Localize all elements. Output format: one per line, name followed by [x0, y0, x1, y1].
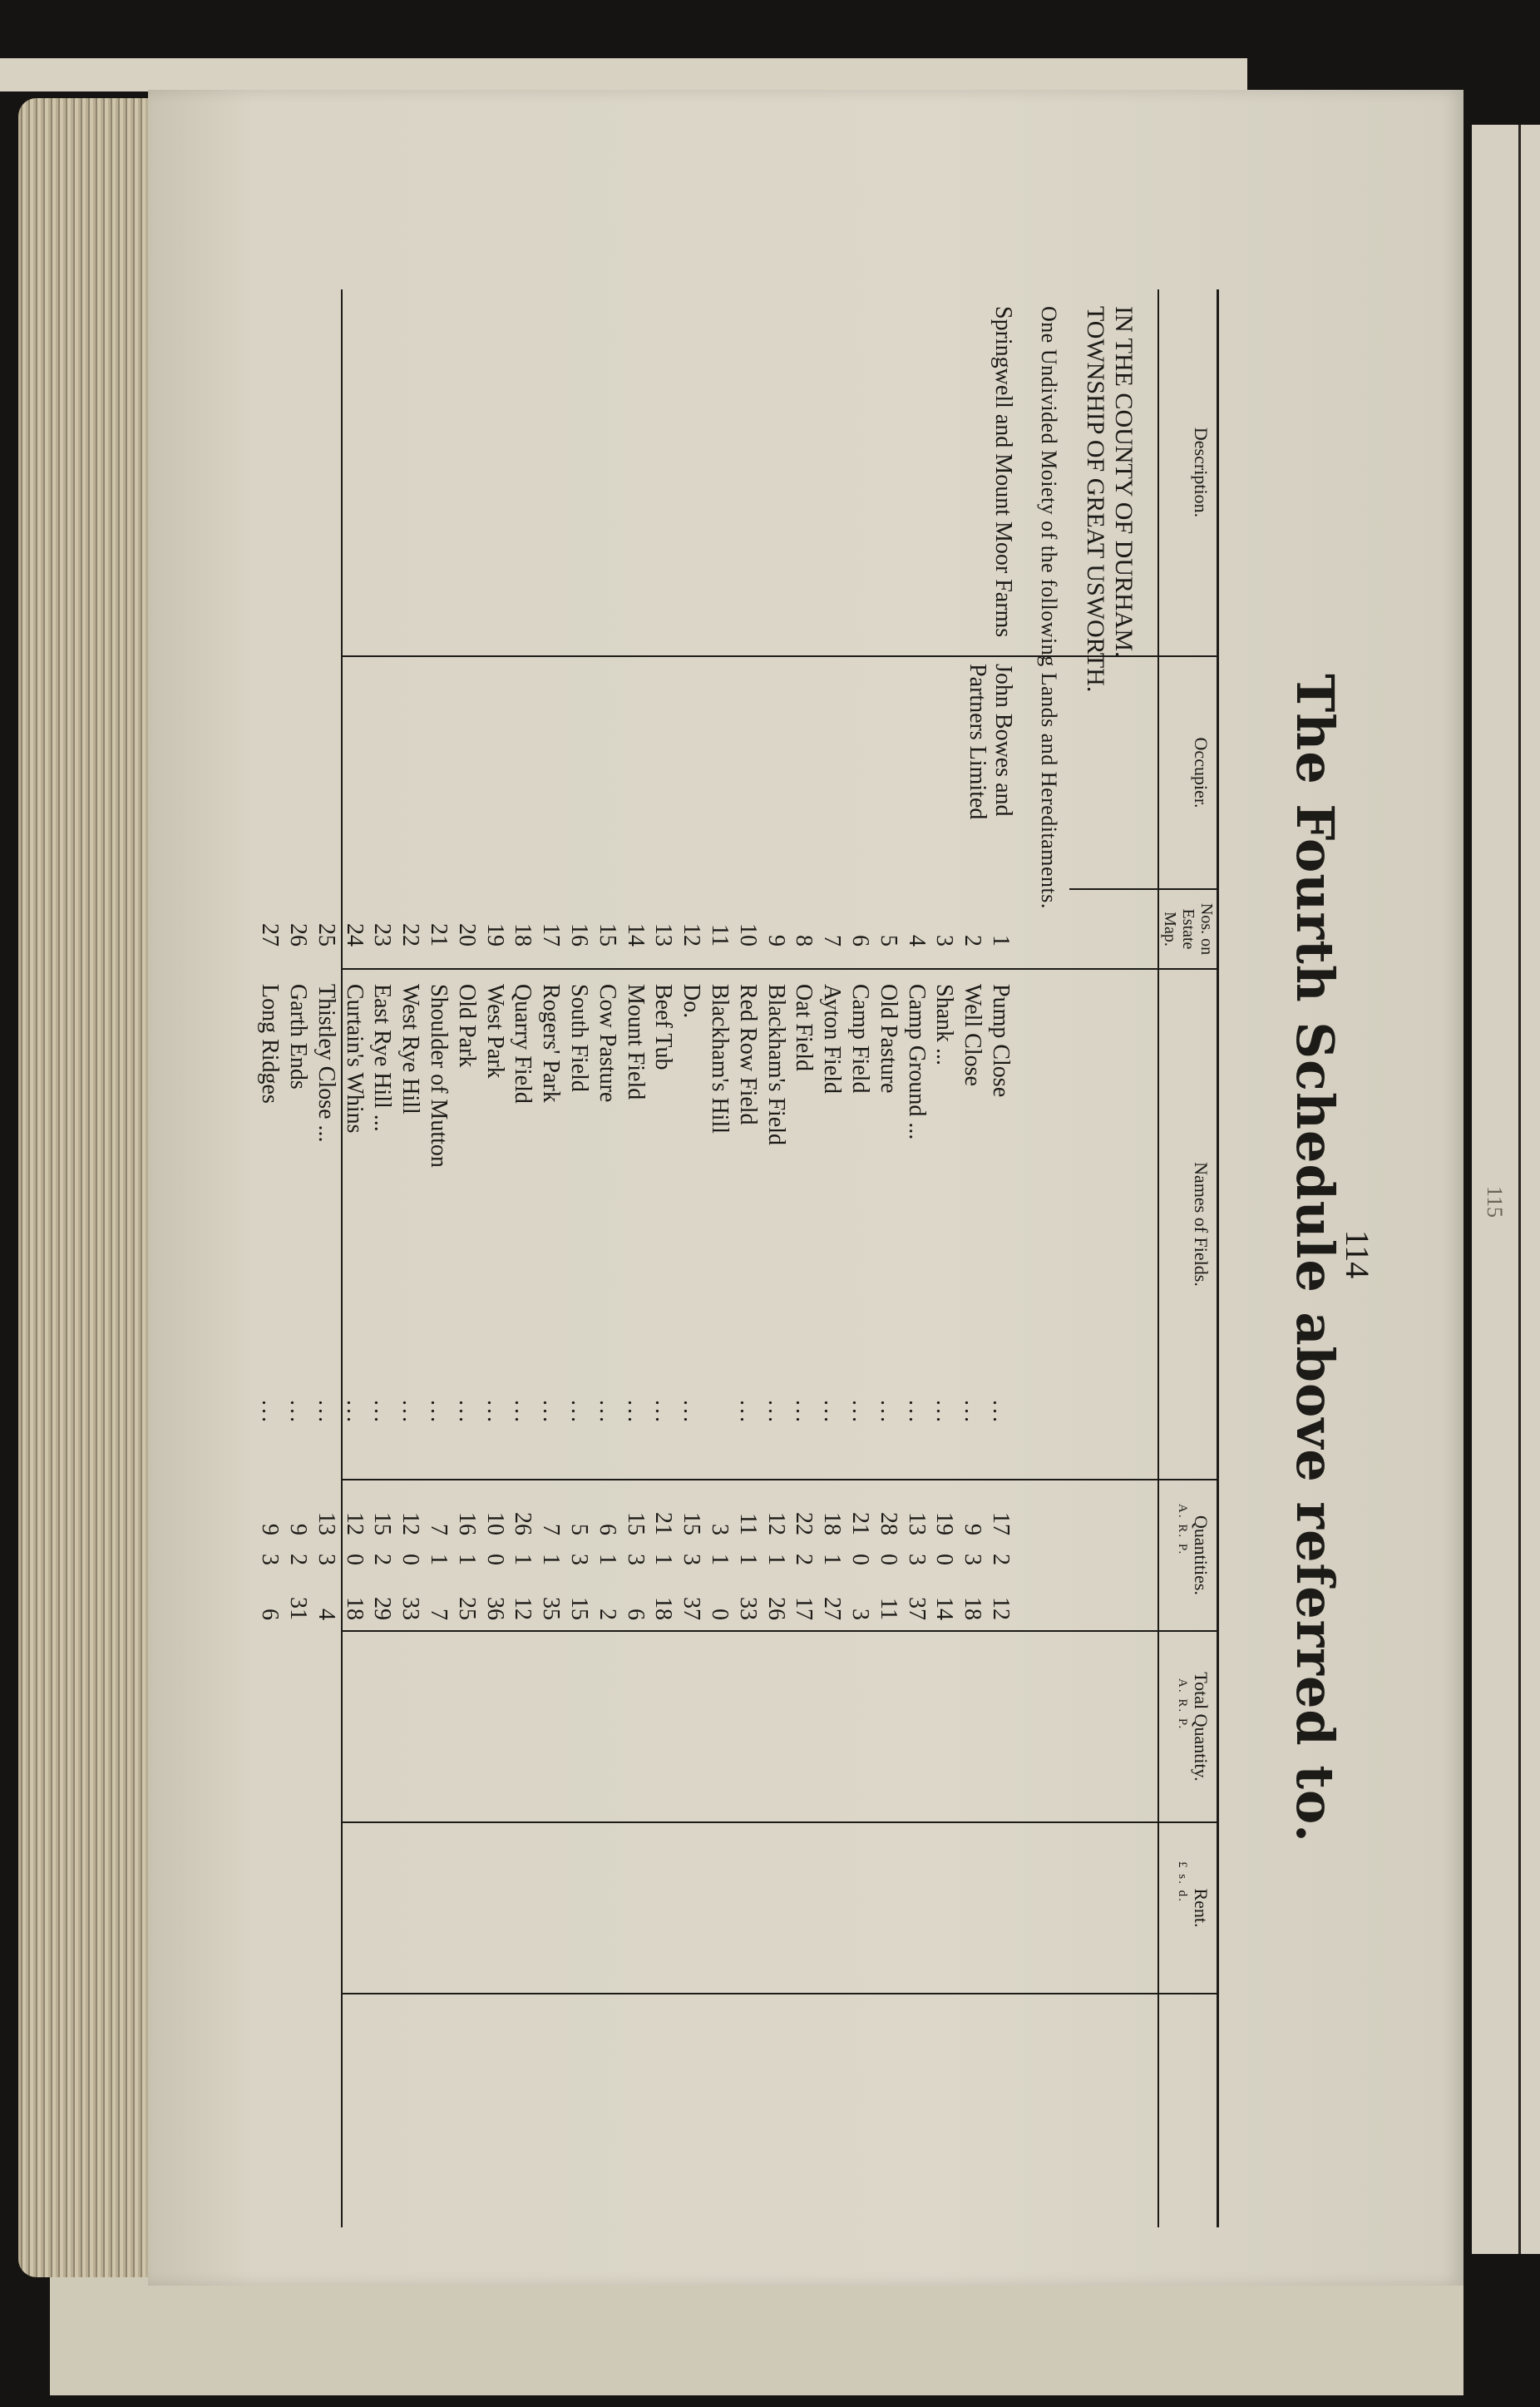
roods: 1	[650, 1554, 677, 1565]
estate-map-no: 3	[931, 935, 958, 946]
leader-dots: ...	[510, 1400, 536, 1425]
page-number: 114	[1339, 1229, 1376, 1279]
table-row	[762, 289, 790, 2227]
roods: 0	[847, 1554, 874, 1565]
moiety-line: One Undivided Moiety of the following Lands and Hereditaments.	[1037, 306, 1061, 909]
table-row	[874, 289, 902, 2227]
perches: 6	[257, 1609, 284, 1620]
perches: 3	[847, 1609, 874, 1620]
roods: 0	[875, 1554, 901, 1565]
acres: 9	[960, 1524, 986, 1535]
table-row	[705, 289, 733, 2227]
estate-map-no: 10	[734, 923, 761, 946]
field-name: Quarry Field	[510, 984, 536, 1104]
leader-dots: ...	[875, 1400, 901, 1425]
leader-dots: ...	[622, 1400, 649, 1425]
acres: 17	[988, 1512, 1014, 1535]
leader-dots: ...	[594, 1400, 620, 1425]
leader-dots: ...	[341, 1400, 368, 1425]
estate-map-no: 26	[285, 923, 312, 946]
col-quantities-units: A. R. P.	[1176, 1504, 1189, 1556]
roods: 1	[734, 1554, 761, 1565]
table-row	[340, 289, 368, 2227]
acres: 12	[397, 1512, 424, 1535]
field-name: Camp Ground ...	[903, 984, 930, 1140]
perches: 35	[538, 1597, 565, 1620]
roods: 2	[791, 1554, 817, 1565]
table-row	[958, 289, 986, 2227]
estate-map-no: 21	[426, 923, 452, 946]
table-row	[424, 289, 452, 2227]
field-name: Thistley Close ...	[313, 984, 339, 1143]
leader-dots: ...	[426, 1400, 452, 1425]
table-row	[565, 289, 593, 2227]
table-row	[902, 289, 930, 2227]
acres: 22	[791, 1512, 817, 1535]
col-quantities: Quantities.	[1191, 1515, 1212, 1595]
perches: 29	[369, 1597, 396, 1620]
table-row	[255, 289, 284, 2227]
roods: 3	[566, 1554, 593, 1565]
leader-dots: ...	[679, 1400, 705, 1425]
field-name: Garth Ends	[285, 984, 312, 1090]
table-row	[986, 289, 1014, 2227]
field-name: Red Row Field	[734, 984, 761, 1125]
acres: 15	[679, 1512, 705, 1535]
col-total-quantity-units: A. R. P.	[1176, 1678, 1189, 1731]
field-name: West Rye Hill	[397, 984, 424, 1115]
acres: 9	[257, 1524, 284, 1535]
field-name: Shank ...	[931, 984, 958, 1065]
leader-dots: ...	[566, 1400, 593, 1425]
roods: 2	[369, 1554, 396, 1565]
table-row	[930, 289, 959, 2227]
leader-dots: ...	[931, 1400, 958, 1425]
estate-map-no: 9	[763, 935, 789, 946]
perches: 36	[481, 1597, 508, 1620]
estate-map-no: 25	[313, 923, 339, 946]
field-name: Cow Pasture	[594, 984, 620, 1103]
leader-dots: ...	[397, 1400, 424, 1425]
schedule-sheet	[257, 289, 1385, 2227]
acres: 16	[453, 1512, 480, 1535]
underlying-page-top	[0, 58, 1247, 91]
leader-dots: ...	[847, 1400, 874, 1425]
acres: 5	[566, 1524, 593, 1535]
leader-dots: ...	[453, 1400, 480, 1425]
acres: 13	[903, 1512, 930, 1535]
perches: 15	[566, 1597, 593, 1620]
perches: 26	[763, 1597, 789, 1620]
table-row	[481, 289, 509, 2227]
county-heading	[1081, 306, 1138, 692]
field-name: Ayton Field	[819, 984, 846, 1094]
field-name: West Park	[481, 984, 508, 1079]
table-row	[396, 289, 424, 2227]
perches: 37	[679, 1597, 705, 1620]
acres: 21	[650, 1512, 677, 1535]
table-row	[677, 289, 705, 2227]
acres: 28	[875, 1512, 901, 1535]
roods: 3	[903, 1554, 930, 1565]
leader-dots: ...	[819, 1400, 846, 1425]
table-top-rule	[1217, 289, 1219, 2227]
leader-dots: ...	[650, 1400, 677, 1425]
table-row	[509, 289, 537, 2227]
roods: 1	[453, 1554, 480, 1565]
table-row	[593, 289, 621, 2227]
estate-map-no: 27	[257, 923, 284, 946]
table-row	[817, 289, 846, 2227]
field-name: Camp Field	[847, 984, 874, 1094]
estate-map-no: 23	[369, 923, 396, 946]
leader-dots: ...	[791, 1400, 817, 1425]
field-name: Old Pasture	[875, 984, 901, 1094]
roods: 0	[481, 1554, 508, 1565]
table-row	[312, 289, 340, 2227]
roods: 2	[988, 1554, 1014, 1565]
table-row	[536, 289, 565, 2227]
facing-page-number: 115	[1483, 1185, 1508, 1218]
col-field-names: Names of Fields.	[1191, 1162, 1212, 1287]
estate-map-no: 8	[791, 935, 817, 946]
roods: 3	[679, 1554, 705, 1565]
table-row	[368, 289, 397, 2227]
perches: 12	[510, 1597, 536, 1620]
table-row	[649, 289, 678, 2227]
leader-dots: ...	[988, 1400, 1014, 1425]
field-name: South Field	[566, 984, 593, 1092]
leader-dots: ...	[481, 1400, 508, 1425]
perches: 0	[707, 1609, 733, 1620]
roods: 3	[313, 1554, 339, 1565]
roods: 0	[397, 1554, 424, 1565]
field-name: Long Ridges	[257, 984, 284, 1104]
perches: 2	[594, 1609, 620, 1620]
field-rows	[255, 289, 1014, 2227]
perches: 12	[988, 1597, 1014, 1620]
roods: 1	[763, 1554, 789, 1565]
perches: 33	[397, 1597, 424, 1620]
estate-map-no: 19	[481, 923, 508, 946]
acres: 3	[707, 1524, 733, 1535]
acres: 11	[734, 1513, 761, 1535]
col-total-quantity: Total Quantity.	[1191, 1672, 1212, 1782]
estate-map-no: 14	[622, 923, 649, 946]
col-description: Description.	[1191, 427, 1212, 518]
roods: 0	[341, 1554, 368, 1565]
acres: 7	[538, 1524, 565, 1535]
county-line: IN THE COUNTY OF DURHAM.	[1110, 306, 1138, 658]
roods: 3	[622, 1554, 649, 1565]
perches: 7	[426, 1609, 452, 1620]
field-name: Curtain's Whins	[341, 984, 368, 1134]
estate-map-no: 24	[341, 923, 368, 946]
estate-map-no: 11	[707, 924, 733, 946]
estate-map-no: 4	[903, 935, 930, 946]
field-name: Blackham's Hill	[707, 984, 733, 1134]
acres: 6	[594, 1524, 620, 1535]
table-row	[733, 289, 762, 2227]
estate-map-no: 17	[538, 923, 565, 946]
occupier-text: John Bowes and Partners Limited	[965, 664, 1016, 820]
acres: 15	[622, 1512, 649, 1535]
leader-dots: ...	[257, 1400, 284, 1425]
perches: 18	[960, 1597, 986, 1620]
estate-map-no: 16	[566, 923, 593, 946]
roods: 1	[707, 1554, 733, 1565]
perches: 18	[650, 1597, 677, 1620]
acres: 13	[313, 1512, 339, 1535]
roods: 1	[426, 1554, 452, 1565]
perches: 6	[622, 1609, 649, 1620]
field-name: Pump Close	[988, 984, 1014, 1098]
table-row	[284, 289, 312, 2227]
col-occupier: Occupier.	[1191, 737, 1212, 808]
roods: 0	[931, 1554, 958, 1565]
acres: 9	[285, 1524, 312, 1535]
leader-dots: ...	[763, 1400, 789, 1425]
roods: 1	[538, 1554, 565, 1565]
table-row	[790, 289, 818, 2227]
field-name: Do.	[679, 984, 705, 1019]
roods: 3	[257, 1554, 284, 1565]
leader-dots: ...	[369, 1400, 396, 1425]
roods: 1	[594, 1554, 620, 1565]
col-rent: Rent.	[1191, 1888, 1212, 1928]
estate-map-no: 22	[397, 923, 424, 946]
acres: 7	[426, 1524, 452, 1535]
estate-map-no: 2	[960, 935, 986, 946]
estate-map-no: 12	[679, 923, 705, 946]
estate-map-no: 18	[510, 923, 536, 946]
acres: 10	[481, 1512, 508, 1535]
leader-dots: ...	[538, 1400, 565, 1425]
roods: 3	[960, 1554, 986, 1565]
township-line: TOWNSHIP OF GREAT USWORTH.	[1082, 306, 1109, 693]
leader-dots: ...	[285, 1400, 312, 1425]
perches: 11	[875, 1598, 901, 1620]
facing-page-rule	[1518, 125, 1521, 2254]
table-row	[621, 289, 649, 2227]
estate-map-no: 7	[819, 935, 846, 946]
leader-dots: ...	[903, 1400, 930, 1425]
table-row	[846, 289, 874, 2227]
description-text: Springwell and Mount Moor Farms	[990, 306, 1016, 638]
acres: 15	[369, 1512, 396, 1535]
acres: 26	[510, 1512, 536, 1535]
estate-map-no: 1	[988, 935, 1014, 946]
col-estate-map-no: Nos. on Estate Map.	[1161, 902, 1216, 956]
acres: 18	[819, 1512, 846, 1535]
roods: 2	[285, 1554, 312, 1565]
roods: 1	[819, 1554, 846, 1565]
table-row	[452, 289, 481, 2227]
estate-map-no: 13	[650, 923, 677, 946]
roods: 1	[510, 1554, 536, 1565]
perches: 14	[931, 1597, 958, 1620]
perches: 17	[791, 1597, 817, 1620]
perches: 25	[453, 1597, 480, 1620]
perches: 37	[903, 1597, 930, 1620]
field-name: Rogers' Park	[538, 984, 565, 1103]
field-name: Well Close	[960, 984, 986, 1086]
schedule-heading: The Fourth Schedule above referred to.	[1285, 674, 1345, 1843]
field-name: Blackham's Field	[763, 984, 789, 1146]
estate-map-no: 6	[847, 935, 874, 946]
field-name: East Rye Hill ...	[369, 984, 396, 1132]
acres: 21	[847, 1512, 874, 1535]
estate-map-no: 5	[875, 935, 901, 946]
field-name: Oat Field	[791, 984, 817, 1071]
header-bottom-rule	[1157, 289, 1159, 2227]
leader-dots: ...	[734, 1400, 761, 1425]
field-name: Old Park	[453, 984, 480, 1068]
acres: 19	[931, 1512, 958, 1535]
perches: 18	[341, 1597, 368, 1620]
field-name: Shoulder of Mutton	[426, 984, 452, 1168]
acres: 12	[763, 1512, 789, 1535]
estate-map-no: 15	[594, 923, 620, 946]
field-name: Mount Field	[622, 984, 649, 1100]
estate-map-no: 20	[453, 923, 480, 946]
page-edges	[18, 98, 168, 2277]
leader-dots: ...	[960, 1400, 986, 1425]
field-name: Beef Tub	[650, 984, 677, 1070]
col-rent-units: £ s. d.	[1176, 1861, 1189, 1903]
perches: 33	[734, 1597, 761, 1620]
leader-dots: ...	[313, 1400, 339, 1425]
perches: 4	[313, 1609, 339, 1620]
perches: 31	[285, 1597, 312, 1620]
acres: 12	[341, 1512, 368, 1535]
perches: 27	[819, 1597, 846, 1620]
